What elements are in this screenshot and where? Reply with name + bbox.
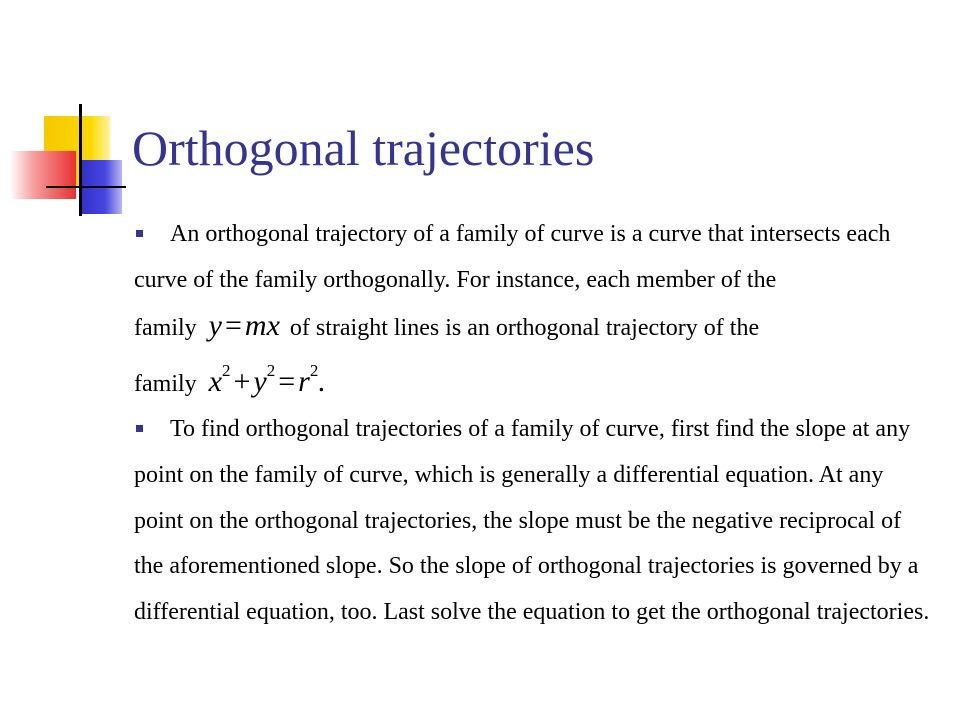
logo-horizontal-line	[46, 186, 126, 188]
slide-title: Orthogonal trajectories	[132, 120, 595, 176]
logo-vertical-line	[79, 104, 82, 216]
square-bullet-icon	[136, 230, 143, 237]
equation-circle-family: $x^2 + y^2 = r^2$.	[208, 360, 326, 398]
paragraph-2	[134, 407, 934, 635]
square-bullet-icon	[136, 425, 143, 432]
paragraph-2-text: To find orthogonal trajectories of a family of curve, first find the slope at any point on the family of curve, which is generally a differential equation. At any point on the orthogonal trajectories, the slope must be the negative reciprocal of the aforementioned slope. So the slope of orthogonal trajectories is governed by a differential equation, too. Last solve the equation to get the orthogonal trajectories.	[134, 416, 930, 625]
paragraph-1-text-a: An orthogonal trajectory of a family of curve is a curve that intersects each curve of the family orthogonally. For instance, each member of the family	[134, 221, 891, 342]
equation-line-family: y = mx	[208, 309, 280, 343]
slide-body	[134, 212, 934, 635]
logo-red-block	[10, 151, 76, 199]
paragraph-1	[134, 212, 934, 407]
paragraph-1-text-b: of straight lines is an orthogonal trajectory of the family	[134, 315, 760, 397]
